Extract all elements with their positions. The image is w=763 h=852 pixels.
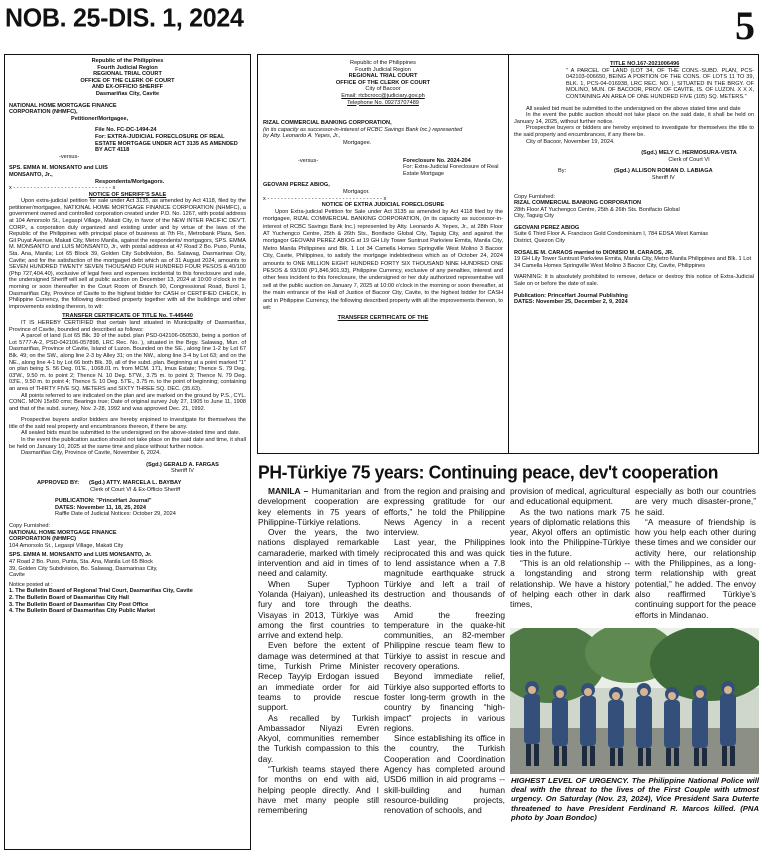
copy-furnished-address: 104 Amorsolo St., Legaspi Village, Makati City [9,542,124,549]
article-paragraph: Even before the extent of damage was determined at that time, Turkish Prime Minister Recep Tayyip Erdogan issued an immediate order for aid teams to provide rescue support. [258,640,379,713]
approved-by-label: APPROVED BY: [37,480,80,487]
copy-furnished-label: Copy Furnished: [514,193,556,200]
posted-location: 2. The Bulletin Board of Dasmariñas City Hall [9,594,129,601]
posted-location: 1. The Bulletin Board of Regional Trial Court, Dasmariñas City, Cavite [9,588,193,595]
case-title: For: EXTRA-JUDICIAL FORECLOSURE OF REAL ESTATE MORTGAGE UNDER ACT 3135 AS AMENDED BY ACT 4118 [95,133,238,154]
photo-caption: HIGHEST LEVEL OF URGENCY. The Philippine National Police will deal with the threat to the lives of the First Couple with utmost urgency. On Saturday (Nov. 23, 2024), Vice President Sara Duterte threatened to have President Ferdinand R. Marcos killed. (PNA photo by Joan Bondoc) [511,776,759,822]
title-description: " A PARCEL OF LAND (LOT 34, OF THE CONS.-SUBD. PLAN, PCS-042103-006650, BEING A PORTION OF THE CONS. OF LOTS 11 TO 39, BLK. 1, PCS-04-016938, LRC REC. NO. ), SITUATED IN THE BRGY. OF MOLINO, MUN. OF BACOOR, PROV. OF CAVITE, IS. OF LUZON. X X X, CONTAINING AN AREA OF ONE HUNDRED FIVE (105) SQ. METERS." [566,67,754,100]
divider: x - - - - - - - - - - - - - - - - - - - - - - - - - - - - - - - - - - x [263,195,387,202]
posted-location: 4. The Bulletin Board of Dasmariñas City Public Market [9,608,156,615]
article-paragraph: “Turkish teams stayed there for months on end with aid, helping people directly. And I have met many people still remembering [258,764,379,816]
court-header [263,60,503,106]
article-paragraph: As the two nations mark 75 years of diplomatic relations this year, Akyol offers an optimistic look into the Philippine-Türkiye ties in the future. [510,506,630,558]
header-line: REGIONAL TRIAL COURT [348,73,418,80]
article-column-1 [258,486,379,816]
city-date: City of Bacoor, November 19, 2024. [526,138,615,145]
copy-furnished-name: SPS. EMMA M. MONSANTO and LUIS MONSANTO, Jr. [9,552,152,559]
notice-title: NOTICE OF SHERIFF'S SALE [88,191,167,198]
copy-furnished-name: NATIONAL HOME MORTGAGE FINANCE CORPORATION (NHMFC) [9,529,117,543]
bidders-paragraph: Prospective buyers or bidders are hereby enjoined to investigate for themselves the title to the said property and encumbrances, if any there be. [514,125,754,138]
sheriff-title: Sheriff IV [171,468,194,475]
header-line: City of Bacoor [365,86,401,93]
respondents-role: Respondents/Mortgagors. [95,178,165,185]
raffle-date: Raffle Date of Judicial Notices: October 29, 2024 [55,511,176,518]
city-date: Dasmariñas City, Province of Cavite, November 6, 2024. [21,450,161,457]
column-rule [508,55,509,453]
tct-title: TRANSFER CERTIFICATE OF THE [337,315,429,322]
article-paragraph: As recalled by Turkish Ambassador Niyazi Evren Akyol, communities remember the Turkish compassion to this day. [258,712,379,764]
article-paragraph: from the region and praising and expressing gratitude for our efforts,” he told the Philippine News Agency in a recent interview. [384,486,505,538]
title-number: TITLE NO.167-2021006496 [610,61,680,67]
notice-title: NOTICE OF EXTRA JUDICIAL FORECLOSURE [321,202,445,209]
versus: -versus- [298,157,319,164]
tct-notes: All points referred to are indicated on the plan and are marked on the ground by P.S., CYL. CONC. MON 15x60 cms; Bearings true; Date of original survey July 27, 1905 to June 11, 1908 and that of the subd. survey, Nov. 2-28, 1992 and was approved Dec. 21, 1992. [9,392,246,412]
copy-furnished-label: Copy Furnished: [9,523,51,529]
foreclosure-left-column [263,60,503,322]
bidders-paragraph: Prospective buyers and/or bidders are hereby enjoined to investigate for themselves the title of the said real property and encumbrances thereon, if there be any. [9,417,246,430]
sheriff-sale-notice [4,54,251,850]
publication-dates: DATES: November 25, December 2, 9, 2024 [514,299,628,306]
foreclosure-number: Foreclosure No. 2024-204 [403,157,471,164]
respondents-name: SPS. EMMA M. MONSANTO and LUIS MONSANTO, Jr., [9,165,108,178]
copy-furnished-address: Suite 6 Third Floor A. Francisco Gold Condominium I, 784 EDSA West Kamias District, Quezon City [514,231,709,245]
posted-location: 3. The Bulletin Board of Dasmariñas City Post Office [9,601,149,608]
header-line: Dasmariñas City, Cavite [95,90,160,97]
article-column-3 [510,486,630,610]
copy-furnished-address: 28th Floor AT Yuchengco Centre, 25th & 26th Sts. Bonifacio Global City, Taguig City [514,206,680,220]
clerk-title: Clerk of Court VI [668,156,710,163]
defendant-name: GEOVANI PEREZ ABIOG, [263,182,330,189]
sheriff-block [514,168,754,181]
defendant-role: Mortgagor. [343,188,370,195]
police-photo [510,628,759,774]
foreclosure-right-column [514,61,754,306]
article-column-4 [635,486,756,620]
masthead-issue: NOB. 25-DIS. 1, 2024 [5,3,244,33]
lead-text: Humanitarian and development cooperation are key elements in 75 years of Philippine-Türkiye relations. [258,486,379,527]
court-header [9,58,246,98]
court-email[interactable]: Email: rtcbcrocc@judiciary.gov.ph [341,92,425,99]
article-paragraph: “A measure of friendship is how you help each other during these times and we consider our activity here, our relationship with the Philippines, as a long-term relationship with great potential,” he added. The envoy also reaffirmed Türkiye’s continuing support for the peace efforts in Mindanao. [635,516,756,620]
dateline: MANILA – [268,486,309,496]
publication-line: PUBLICATION: "PrinceHart Journal" [55,498,152,505]
event-paragraph: In the event the public auction should not take place on the said date, it shall be held on January 14, 2025, without further notice. [514,112,754,125]
approval-block [9,480,246,493]
foreclosure-notice [257,54,759,454]
plaintiff-role: Mortgagee. [343,139,372,146]
article-paragraph: “This is an old relationship -- a longstanding and strong relationship. We have a history of helping each other in dark times, [510,558,630,610]
foreclosure-for: For: Extra-Judicial Foreclosure of Real Estate Mortgage [403,164,499,177]
publication-line: Publication: PrinceHart Journal Publishing [514,292,628,299]
sealed-bids-paragraph: All sealed bids must be submitted to the undersigned on the above-stated time and date. [21,430,241,437]
article-paragraph [258,486,379,527]
header-line: AND EX-OFFICIO SHERIFF [91,84,164,91]
header-line: Fourth Judicial Region [97,64,158,71]
header-line: Fourth Judicial Region [355,66,411,73]
header-line: OFFICE OF THE CLERK OF COURT [335,79,431,86]
header-line: Republic of the Philippines [350,60,416,66]
article-paragraph: provision of medical, agricultural and educational equipment. [510,486,630,507]
sealed-bid-paragraph: All sealed bid must be submitted to the undersigned on the above stated time and date [526,105,741,112]
versus: -versus- [59,153,80,160]
tct-description: A parcel of land (Lot 65 Blk. 39 of the subd. plan PSD-042106-050530, being a portion of Lot 5777-A-2, PSD-042106-057898, LRC Rec. No. ), situated in the Brgy. Salawag, Mun. of Dasmariñas, Province of Cavite, Island of Luzon. Bounded on the SE., along line 1-2 by Lot 67 Blk. 49; on the SW., along line 2-3 by Alley 31; on the NW., along line 3-4 by Lot 63; and on the NE., along line 4-1 by Lot 66 both Blk. 39, all of the subd. plan. Beginning at a point marked "1" on plan being S. 56 Deg. 01'E., 1068.01 m. from MCM. 171, Imus Estate; Thence S. 79 Deg. 03'W., 9.50 m. to point 2; Thence N. 10 Deg. 57'W., 3.75 m. to point 3; Thence N. 79 Deg. 03'E., 9.50 m. to point 4; Thence S. 10 Deg. 57'E., 3.75 m. to the point of beginning; containing an area of THIRTY FIVE SQ. METERS and SIXTY THREE SQ. DEC. (35.63). [9,333,246,392]
warning-text: WARNING: It is absolutely prohibited to remove, deface or destroy this notice of Extra-Judicial Sale on or before the date of sale. [514,274,754,288]
article-paragraph: When Super Typhoon Yolanda (Haiyan), unleashed its fury and tore through the Visayas in 2013, Türkiye was among the first countries to arrive and extend help. [258,578,379,641]
file-number: File No. FC-DC-1494-24 [95,127,157,134]
article-paragraph: Since establishing its office in the country, the Turkish Cooperation and Coordination Agency has completed around USD6 million in aid programs -- skill-building and human resource-building projects, renovation of schools, and [384,733,505,816]
petitioner-role: Petitioner/Mortgagee, [71,115,129,122]
article-paragraph: Beyond immediate relief, Türkiye also supported efforts to foster long-term growth in the country by financing “high-impact” projects in various regions. [384,671,505,733]
copy-furnished-name: GEOVANI PEREZ ABIOG [514,224,580,231]
approver-title: Clerk of Court VI & Ex-Officio Sheriff [90,486,181,493]
notice-body: Upon Extra-judicial Petition for Sale under Act 3135 as amended by Act 4118 filed by the mortgagee, RIZAL COMMERCIAL BANKING CORPORATION, (in its capacity as successor-in-interest of RCBC Savings Bank Inc.) represented by Atty. Leonardo A. Yepes, Jr., at 28th Floor AT Yuchengco Centre, 25th & 26th Sts., Bonifacio Global City, Taguig City, and against the mortgagor GEOVANI PEREZ ABIOG at 19 GH Lily Tower Suntrust Parkview Ermita, Manila City, Metro Manila Philippines and Blk. 1 Lot 34 Camella Homes Springville West Molino 3 Bacoor City, Cavite, Philippines, to satisfy the mortgage indebtedness which as of October 24, 2024 amounts to ONE MILLION EIGHT HUNDRED FORTY SIX THOUSAND NINE HUNDRED ONE PESOS & 93/100 (P1,846,901.93), Philippine Currency, exclusive of any penalties, interest and other fees incident to this foreclosure, the undersigned or her duly authorized representative will sell at the public auction on January 7, 2025 at 10:00 o'clock in the morning or soon thereafter, at the main entrance of the Hall of Justice of Bacoor City, Cavite, to the highest bidder for CASH and in Philippine Currency, the following described property with all the improvements thereon, to wit: [263,208,503,311]
article-paragraph: Amid the freezing temperature in the quake-hit communities, an 82-member Philippine rescue team flew to Türkiye to assist in rescue and recovery operations. [384,609,505,672]
tct-intro: IT IS HEREBY CERTIFIED that certain land situated in Municipality of Dasmariñas, Province of Cavite, bounded and described as follows: [9,319,246,333]
copy-furnished-address: 47 Road 2 Bo. Puso, Punta, Sta. Ana, Manila Lot 65 Block 39, Golden City Subdivision, Bo. Salawag, Dasmarinas City, Cavite [9,558,158,579]
sheriff-signature: (Sgd.) GERALD A. FARGAS [146,461,219,468]
copy-furnished-name: RIZAL COMMERCIAL BANKING CORPORATION [514,200,642,207]
notice-posted-label: Notice posted at : [9,581,53,588]
article-column-2 [384,486,505,816]
article-headline: PH-Türkiye 75 years: Continuing peace, dev't cooperation [258,461,719,483]
copy-furnished-name: ROSALIE M. CARAOS married to DIONISIO M. CARAOS, JR. [514,249,674,256]
court-telephone: Telephone No. 09273707489 [347,99,419,106]
page-number: 5 [735,3,755,48]
publication-dates: DATES: November 11, 18, 25, 2024 [55,504,146,511]
by-label: By: [558,168,567,175]
header-line: REGIONAL TRIAL COURT [93,71,162,78]
header-line: OFFICE OF THE CLERK OF COURT [80,77,175,84]
approver-signature: (Sgd.) ATTY. MARCELA L. BAYBAY [89,480,182,487]
article-paragraph: especially as both our countries are very much disaster-prone,” he said. [635,486,756,517]
petitioner-name: NATIONAL HOME MORTGAGE FINANCE CORPORATION (NHMFC), [9,102,117,116]
divider: x - - - - - - - - - - - - - - - - - - - - - - - - - - - - - x [9,185,116,192]
clerk-signature: (Sgd.) MELY C. HERMOSURA-VISTA [641,150,737,157]
sheriff-signature: (Sgd.) ALLISON ROMAN D. LABIAGA [614,168,713,175]
plaintiff-note: (in its capacity as successor-in-interest of RCBC Savings Bank Inc.) represented by Atty. Leonardo A. Yepes, Jr., [263,126,463,140]
case-row [263,152,503,178]
tct-title: TRANSFER CERTIFICATE OF TITLE No. T-445440 [62,313,193,320]
photo-illustration [510,628,759,774]
event-paragraph: In the event the publication auction should not take place on the said date and time, it shall be held on January 10, 2025 at the same time and place without further notice. [9,437,246,450]
header-line: Republic of the Philippines [91,58,164,64]
article-paragraph: Over the years, the two nations displayed remarkable camaraderie, marked with timely intervention and aid in times of need and calamity. [258,527,379,579]
copy-furnished-address: 19 GH Lily Tower Suntrust Parkview Ermita, Manila City, Metro Manila Philippines and Blk. 1 Lot 34 Camella Homes Springville West Molino 3 Bacoor City, Cavite, Philippines [514,256,752,269]
plaintiff-name: RIZAL COMMERCIAL BANKING CORPORATION, [263,120,392,127]
article-paragraph: Last year, the Philippines reciprocated this and was quick to lend assistance when a 7.8 magnitude earthquake struck Türkiye and left a trail of destruction and thousands of deaths. [384,537,505,610]
notice-body: Upon extra-judicial petition for sale under Act 3135, as amended by Act 4118, filed by the petitioner/mortgagee, NATIONAL HOME MORTGAGE FINANCE CORPORATION (NHMFC), a government owned and controlled corporation created under P.D. No. 1267, with postal address at 104 Amorsolo St., Legaspi Village, Makati City, in favor of the NEW INTER PACIFIC DEV'T. CORP., a corporation duly organized and existing under and by virtue of the laws of the Republic of the Philippines with principal place of business at 7th Flr., Metrobank Plaza, Sen. Gil Puyat Avenue, Makati City, Metro Manila, against the respondents/ mortgagors, SPS. EMMA M. MONSANTO and LUIS MONSANTO, Jr., with postal address at 47 Road 2 Bo. Puso, Punta, Sta. Ana, Manila; Lot 65 Block 39, Golden City Subdivision, Bo. Salawag, Dasmarinas City, Cavite; and for the satisfaction of the mortgaged debt which as of 31 August 2024, amounts to SEVEN HUNDRED TWENTY SEVEN THOUSAND FOUR HUNDRED FOUR PESOS & 40/100 (Php 727,404.40), exclusive of legal fees and expenses incidental to this foreclosure and sale, the undersigned Sheriff will sell at public auction on December 13, 2024 at 10:00 o'clock in the morning or soon thereafter in the Court Room of Branch 90, Congressional Road, Burol 1, Dasmariñas City, Province of Cavite to the highest bidder for CASH or CERTIFIED CHECK, in Philippine Currency, the following described property together with all the buildings and other improvements existing thereon, to wit: [9,198,247,310]
sheriff-title: Sheriff IV [651,174,675,181]
